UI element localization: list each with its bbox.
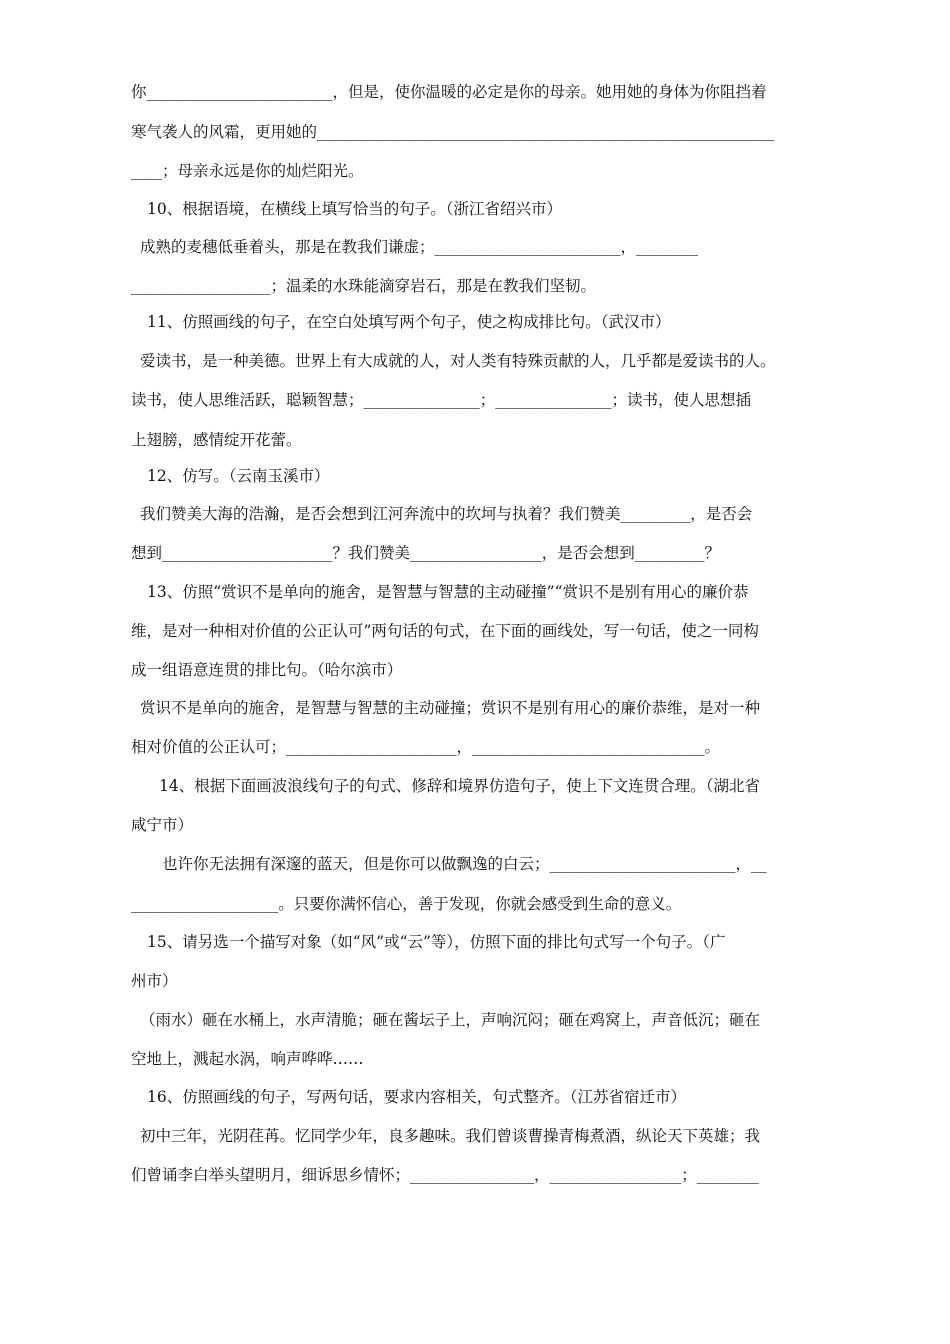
text-line: 你________________________，但是，使你温暖的必定是你的母亲。她用她的身体为你阻挡着 (131, 83, 767, 101)
text-line: （雨水）砸在水桶上，水声清脆；砸在酱坛子上，声响沉闷；砸在鸡窝上，声音低沉；砸在 (140, 1011, 761, 1029)
text-line: 空地上，溅起水涡，响声哗哗…… (131, 1050, 364, 1068)
text-line: 相对价值的公正认可；______________________，______________________________。 (131, 738, 721, 756)
text-line: 寒气袭人的风霜，更用她的___________________________________________________________ (131, 123, 775, 141)
text-line: 我们赞美大海的浩瀚，是否会想到江河奔流中的坎坷与执着？我们赞美_________，是否会 (140, 505, 753, 523)
text-line: 州市） (131, 972, 178, 990)
text-line: 读书，使人思维活跃，聪颖智慧；_______________；_______________；读书，使人思想插 (131, 391, 752, 409)
text-line: 们曾诵李白举头望明月，细诉思乡情怀；________________，_________________；________ (131, 1166, 759, 1184)
question-15-heading: 15、请另选一个描写对象（如“风”或“云”等），仿照下面的排比句式写一个句子。（广 (147, 933, 726, 951)
text-line: __________________；温柔的水珠能滴穿岩石，那是在教我们坚韧。 (131, 277, 597, 295)
text-line: ____；母亲永远是你的灿烂阳光。 (131, 162, 364, 180)
question-11-heading: 11、仿照画线的句子，在空白处填写两个句子，使之构成排比句。（武汉市） (147, 313, 671, 331)
question-14-heading: 14、根据下面画波浪线句子的句式、修辞和境界仿造句子，使上下文连贯合理。（湖北省 (159, 777, 760, 795)
question-10-heading: 10、根据语境，在横线上填写恰当的句子。（浙江省绍兴市） (147, 200, 562, 218)
text-line: ___________________。只要你满怀信心，善于发现，你就会感受到生命的意义。 (131, 895, 682, 913)
text-line: 想到______________________？我们赞美_________________，是否会想到_________？ (131, 544, 721, 562)
text-line: 也许你无法拥有深邃的蓝天，但是你可以做飘逸的白云；________________________，__ (162, 855, 767, 873)
text-line: 初中三年，光阴荏苒。忆同学少年，良多趣味。我们曾谈曹操青梅煮酒，纵论天下英雄；我 (140, 1127, 761, 1145)
question-16-heading: 16、仿照画线的句子，写两句话，要求内容相关，句式整齐。（江苏省宿迁市） (147, 1088, 686, 1106)
text-line: 咸宁市） (131, 816, 194, 834)
text-line: 赏识不是单向的施舍，是智慧与智慧的主动碰撞；赏识不是别有用心的廉价恭维，是对一种 (140, 699, 761, 717)
text-line: 成一组语意连贯的排比句。（哈尔滨市） (131, 661, 403, 679)
text-line: 爱读书，是一种美德。世界上有大成就的人，对人类有特殊贡献的人，几乎都是爱读书的人。 (140, 352, 776, 370)
question-12-heading: 12、仿写。（云南玉溪市） (147, 467, 330, 485)
text-line: 维，是对一种相对价值的公正认可”两句话的句式，在下面的画线处，写一句话，使之一同构 (131, 622, 759, 640)
text-line: 成熟的麦穗低垂着头，那是在教我们谦虚；________________________，________ (140, 238, 699, 256)
question-13-heading: 13、仿照“赏识不是单向的施舍，是智慧与智慧的主动碰撞”“赏识不是别有用心的廉价恭 (147, 583, 749, 601)
text-line: 上翅膀，感情绽开花蕾。 (131, 431, 302, 449)
